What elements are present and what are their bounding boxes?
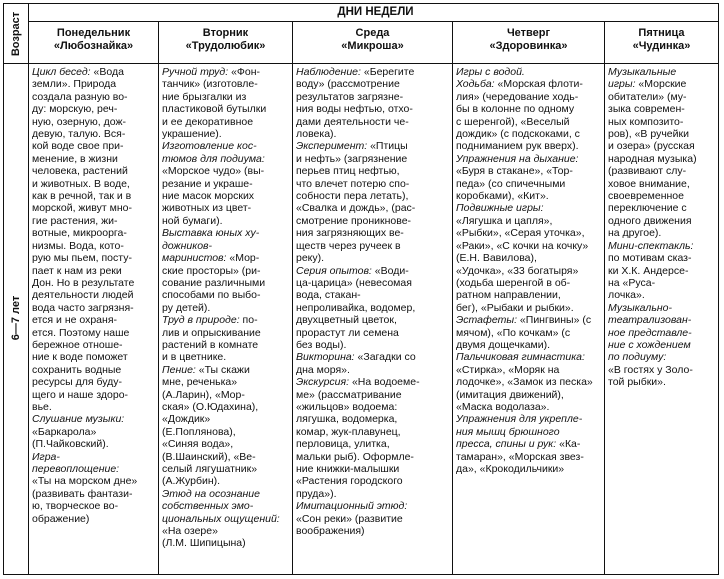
activity-label: Цикл бесед: — [32, 66, 91, 78]
activity-label: Ручной труд: — [162, 66, 229, 78]
days-of-week-header: ДНИ НЕДЕЛИ — [337, 6, 414, 18]
activity-label: Подвижные игры: — [456, 202, 544, 215]
day-header-tuesday — [159, 23, 292, 63]
activity-text: «На озере» (Л.М. Шипицына) — [162, 525, 246, 550]
activity-text: «Берегите воду» (рассмотрение результатов загрязне- ния воды нефтью, отхо- дами деятельности че- ловека). — [296, 66, 415, 141]
activity-label: Пение: — [162, 363, 196, 376]
activity-label: Упражнения для укрепле- ния мышц брюшного пресса, спины и рук: — [456, 413, 583, 451]
activity-label: Наблюдение: — [296, 66, 361, 78]
activity-label: Эксперимент: — [296, 140, 368, 153]
day-name: Вторник — [202, 27, 249, 39]
day-header-monday — [29, 23, 158, 63]
activity-text: «Ты скажи мне, реченька» (А.Ларин), «Мор- ская» (О.Юдахина), «Дождик» (Е.Поплянова), «Синяя вода», (В.Шаинский), «Ве- селый лягушатник» (А.Журбин). — [162, 363, 259, 488]
grid-line — [28, 21, 718, 22]
day-theme: «Трудолюбик» — [185, 40, 266, 52]
day-name: Четверг — [506, 27, 551, 39]
activity-text: «Мор- ские просторы» (ри- сование различными способами по выбо- ру детей). — [162, 252, 266, 314]
activity-text: «На водоеме- ме» (рассматривание «жильцов» водоема: лягушка, водомерка, комар, жук-плавунец, перловица, улитка, мальки рыб). Оформле- ние книжки-малышки «Растения городского пруда»). — [296, 376, 420, 500]
cell-monday — [29, 65, 158, 574]
activity-label: Викторина: — [296, 351, 355, 364]
activity-label: Игры с водой. — [456, 66, 525, 78]
day-theme: «Любознайка» — [53, 40, 134, 52]
activity-label: Слушание музыки: — [32, 413, 125, 426]
activity-text: «Морская флоти- лия» (чередование ходь- бы в колонне по одному с шеренгой), «Веселый дождик» (с подскоками, с подниманием рук вверх). — [456, 78, 583, 153]
activity-label: Пальчиковая гимнастика: — [456, 351, 585, 364]
day-name: Среда — [355, 27, 390, 39]
activity-text: «Ка- тамаран», «Морская звез- да», «Крокодильчики» — [456, 438, 584, 475]
activity-text: «Сон реки» (развитие воображения) — [296, 512, 403, 538]
day-theme: «Микроша» — [341, 40, 404, 52]
activity-text: «Морское чудо» (вы- резание и украше- ние масок морских животных из цвет- ной бумаги). — [162, 165, 265, 227]
activity-text: «Загадки со дна моря». — [296, 351, 416, 376]
day-name: Пятница — [638, 27, 685, 39]
age-column-header: Возраст — [10, 11, 22, 57]
activity-text: «Баркарола» (П.Чайковский). — [32, 425, 109, 451]
day-header-wednesday — [293, 23, 452, 63]
activity-text: «Лягушка и цапля», «Рыбки», «Серая уточка», «Раки», «С кочки на кочку» (Е.Н. Вавилова), «Удочка», «33 богатыря» (ходьба шеренгой в об- ратном направлении, бег), «Рыбаки и рыбки». — [456, 214, 589, 314]
activity-label: Экскурсия: — [296, 376, 350, 389]
activity-label: Музыкально- театрализован- ное представле- ние с хождением по подиуму: — [608, 301, 692, 364]
activity-text: «Води- ца-царица» (невесомая вода, стакан- непроливайка, водомер, двухцветный цветок, прорастут ли семена без воды). — [296, 264, 416, 351]
activity-text: «В гостях у Золо- той рыбки». — [608, 363, 693, 389]
activity-text: «Вода земли». Природа создала разную во- ду: морскую, реч- ную, озерную, дож- девую, талую. Вся- кой воде свое при- менение, в жизни человека, растений и животных. В воде, как в речной, так и в морской, живут мно- гие растения, жи- вотные, микроорга- низмы. Вода, кото- рую мы пьем, посту- пает к нам из реки Дон. Но в результате деятельности людей вода часто загрязня- ется и не охраня- ется. Поэтому наше бережное отноше- ние к воде поможет сохранить водные ресурсы для буду- щего и наше здоро- вье. — [32, 66, 135, 413]
activity-label: Игра- перевоплощение: — [32, 450, 120, 475]
activity-label: Упражнения на дыхание: — [456, 152, 579, 165]
activity-label: Имитационный этюд: — [296, 500, 408, 513]
activity-text: «Фон- танчик» (изготовле- ние брызгалки из пластиковой бутылки и ее декоративное украшение). — [162, 66, 267, 141]
activity-label: Музыкальные игры: — [608, 66, 677, 91]
week-plan-table — [3, 3, 719, 575]
activity-label: Ходьба: — [456, 78, 495, 91]
activity-text: «Стирка», «Моряк на лодочке», «Замок из песка» (имитация движений), «Маска водолаза». — [456, 363, 593, 413]
cell-wednesday — [293, 65, 452, 574]
day-theme: «Чудинка» — [632, 40, 691, 52]
cell-friday — [605, 65, 718, 574]
day-header-thursday — [453, 23, 604, 63]
cell-thursday — [453, 65, 604, 574]
grid-line — [4, 63, 718, 64]
activity-text: «Пингвины» (с мячом), «По кочкам» (с двумя дощечками). — [456, 314, 592, 351]
cell-tuesday — [159, 65, 292, 574]
day-theme: «Здоровинка» — [489, 40, 568, 52]
activity-label: Выставка юных ху- дожников- маринистов: — [162, 227, 260, 265]
activity-label: Серия опытов: — [296, 264, 372, 277]
activity-text: по мотивам сказ- ки Х.К. Андерсе- на «Руса- лочка». — [608, 252, 692, 302]
activity-text: по- лив и опрыскивание растений в комнате и в цветнике. — [162, 314, 261, 364]
activity-label: Этюд на осознание собственных эмо- циональных ощущений: — [162, 487, 280, 525]
age-value: 6—7 лет — [10, 295, 22, 341]
activity-text: «Ты на морском дне» (развивать фантази- ю, творческое во- ображение) — [32, 475, 138, 525]
activity-label: Мини-спектакль: — [608, 239, 694, 252]
activity-text: «Морские обитатели» (му- зыка современ- ных композито- ров), «В ручейки и озера» (русская народная музыка) (развивают слу- ховое внимание, своевременное переключение с одного движения на другое). — [608, 78, 697, 240]
activity-label: Труд в природе: — [162, 314, 240, 327]
activity-text: «Буря в стакане», «Тор- педа» (со спичечными коробками), «Кит». — [456, 165, 573, 203]
day-name: Понедельник — [56, 27, 131, 39]
activity-label: Эстафеты: — [456, 314, 518, 327]
day-header-friday — [605, 23, 718, 63]
activity-label: Изготовление кос- тюмов для подиума: — [162, 140, 265, 165]
activity-text: «Птицы и нефть» (загрязнение перьев птиц нефтью, что влечет потерю спо- собности пера летать), «Свалка и дождь», (рас- смотрение проникнове- ния загрязняющих ве- ществ через ручеек в реку). — [296, 140, 416, 265]
